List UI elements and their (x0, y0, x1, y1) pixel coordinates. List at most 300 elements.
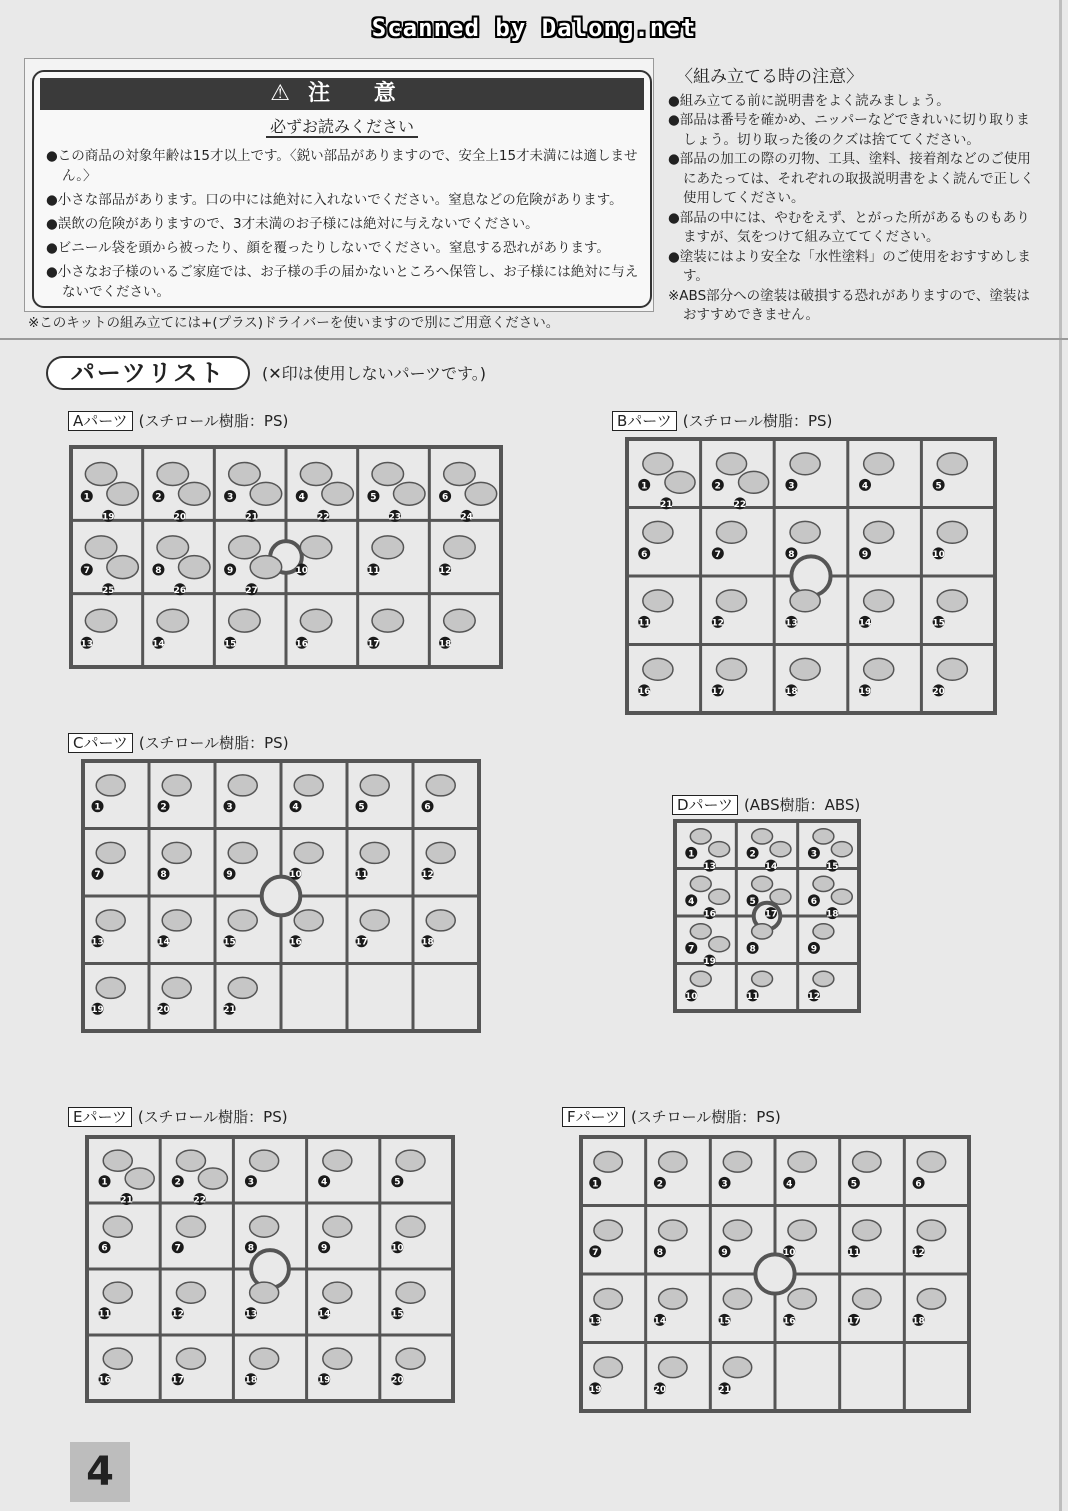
part-number: 4 (688, 896, 695, 907)
runner-part (716, 521, 746, 543)
part-number: 20 (157, 1005, 170, 1016)
runner-part (176, 1216, 205, 1237)
runner-part (176, 1348, 205, 1369)
runner-f-diagram (578, 1134, 972, 1414)
runner-part (864, 453, 894, 475)
runner-part (228, 910, 257, 931)
part-number: 19 (858, 686, 872, 697)
part-number: 11 (98, 1309, 111, 1320)
runner-part (831, 842, 852, 857)
runner-part (665, 471, 695, 493)
runner-part (394, 482, 426, 505)
assembly-item: ●部品は番号を確かめ、ニッパーなどできれいに切り取りましょう。切り取った後のクズは捨ててください。 (668, 112, 1030, 148)
caution-item: ●ビニール袋を頭から被ったり、顔を覆ったりしないでください。窒息する恐れがあります。 (46, 240, 610, 256)
part-number: 15 (932, 618, 945, 629)
part-number: 2 (160, 802, 167, 813)
part-number: 14 (764, 862, 778, 873)
runner-part (594, 1357, 622, 1378)
runner-part (917, 1288, 945, 1309)
part-number: 4 (861, 481, 869, 492)
runner-part (250, 1282, 279, 1303)
part-number: 8 (749, 944, 756, 955)
part-number: 4 (321, 1177, 328, 1188)
part-number: 12 (421, 870, 434, 881)
warning-triangle-icon: ⚠ (270, 81, 291, 106)
runner-part (770, 889, 791, 904)
runner-part (690, 924, 711, 939)
part-number: 18 (785, 686, 798, 697)
caution-item: ●誤飲の危険がありますので、3才未満のお子様には絶対に与えないでください。 (46, 216, 539, 232)
part-number: 12 (438, 565, 452, 576)
runner-part (716, 590, 746, 612)
runner-part (198, 1168, 227, 1189)
part-number: 22 (193, 1195, 206, 1206)
part-number: 7 (94, 870, 101, 881)
part-number: 9 (321, 1243, 328, 1254)
part-number: 9 (226, 870, 233, 881)
runner-part (937, 658, 967, 680)
part-number: 5 (394, 1177, 401, 1188)
part-number: 14 (157, 937, 170, 948)
runner-part (85, 609, 117, 632)
runner-part (396, 1282, 425, 1303)
part-number: 17 (355, 937, 368, 948)
runner-part (300, 463, 332, 486)
part-number: 19 (588, 1384, 602, 1395)
part-number: 1 (641, 481, 648, 492)
runner-part (465, 482, 497, 505)
part-number: 14 (152, 639, 165, 650)
runner-svg (84, 1134, 456, 1404)
runner-part (853, 1151, 881, 1172)
runner-part (162, 842, 191, 863)
part-number: 6 (441, 492, 449, 503)
runner-part (96, 775, 125, 796)
part-number: 21 (223, 1005, 236, 1016)
runner-part (790, 590, 820, 612)
runner-part (229, 463, 261, 486)
part-number: 16 (637, 686, 651, 697)
caution-item: ●この商品の対象年齢は15才以上です。〈鋭い部品がありますので、安全上15才未満には適しません。〉 (46, 148, 638, 184)
runner-part (444, 463, 476, 486)
runner-part (250, 1348, 279, 1369)
part-number: 16 (295, 639, 309, 650)
runner-label-b: Bパーツ (スチロール樹脂：PS) (612, 410, 832, 431)
runner-part (85, 463, 117, 486)
runner-part (813, 829, 834, 844)
caution-title: 注 意 (308, 81, 414, 106)
runner-part (250, 1150, 279, 1171)
runner-hub (262, 877, 301, 916)
runner-part (788, 1151, 816, 1172)
part-number: 15 (223, 639, 237, 650)
runner-part (864, 521, 894, 543)
assembly-item: ※ABS部分への塗装は破損する恐れがありますので、塗装はおすすめできません。 (668, 287, 1030, 323)
runner-part (937, 453, 967, 475)
runner-part (176, 1150, 205, 1171)
part-number: 19 (703, 957, 716, 968)
runner-part (125, 1168, 154, 1189)
runner-svg (578, 1134, 972, 1414)
runner-svg (68, 444, 504, 670)
runner-part (294, 910, 323, 931)
caution-item: ●小さな部品があります。口の中には絶対に入れないでください。窒息などの危険があります。 (46, 192, 623, 208)
runner-part (659, 1151, 687, 1172)
part-number: 10 (932, 549, 945, 560)
part-number: 10 (684, 991, 698, 1002)
part-number: 6 (101, 1243, 108, 1254)
part-number: 26 (173, 585, 187, 596)
runner-c-diagram (80, 758, 482, 1034)
runner-part (250, 556, 282, 579)
part-number: 2 (749, 849, 756, 860)
part-number: 18 (912, 1316, 925, 1327)
runner-part (96, 977, 125, 998)
runner-part (179, 482, 211, 505)
driver-note: ※このキットの組み立てには+(プラス)ドライバーを使いますので別にご用意ください。 (28, 315, 560, 331)
part-number: 13 (703, 862, 716, 873)
runner-part (157, 463, 189, 486)
part-number: 1 (83, 492, 90, 503)
runner-part (372, 536, 404, 559)
part-number: 7 (83, 565, 90, 576)
assembly-title: 〈組み立てる時の注意〉 (676, 67, 863, 87)
runner-part (790, 658, 820, 680)
runner-part (864, 590, 894, 612)
runner-e-diagram (84, 1134, 456, 1404)
part-number: 6 (810, 896, 818, 907)
part-number: 13 (80, 639, 94, 650)
runner-part (396, 1348, 425, 1369)
part-number: 1 (101, 1177, 108, 1188)
part-number: 14 (317, 1309, 331, 1320)
part-number: 16 (289, 937, 302, 948)
runner-part (790, 453, 820, 475)
part-number: 5 (358, 802, 365, 813)
runner-part (853, 1288, 881, 1309)
runner-part (770, 842, 791, 857)
runner-label-e: Eパーツ (スチロール樹脂：PS) (68, 1106, 288, 1127)
part-number: 8 (155, 565, 162, 576)
runner-d-diagram (672, 818, 862, 1014)
part-number: 1 (94, 802, 101, 813)
runner-part (659, 1288, 687, 1309)
part-number: 11 (847, 1247, 861, 1258)
part-number: 20 (653, 1384, 667, 1395)
runner-part (723, 1220, 751, 1241)
part-number: 22 (317, 512, 330, 523)
part-number: 14 (653, 1316, 667, 1327)
runner-part (643, 590, 673, 612)
runner-part (594, 1151, 622, 1172)
runner-label-f: Fパーツ (スチロール樹脂：PS) (562, 1106, 781, 1127)
part-number: 4 (786, 1179, 793, 1190)
part-number: 15 (718, 1316, 731, 1327)
scan-edge (1059, 0, 1062, 1511)
runner-part (853, 1220, 881, 1241)
part-number: 18 (421, 937, 434, 948)
part-number: 5 (370, 492, 377, 503)
part-number: 3 (810, 849, 818, 860)
part-number: 3 (226, 492, 234, 503)
runner-part (179, 556, 211, 579)
part-number: 3 (226, 802, 233, 813)
runner-part (300, 536, 332, 559)
runner-part (228, 842, 257, 863)
runner-part (716, 453, 746, 475)
part-number: 8 (160, 870, 167, 881)
part-number: 9 (810, 944, 818, 955)
part-number: 2 (174, 1177, 181, 1188)
parts-list-note: (✕印は使用しないパーツです。) (262, 364, 486, 383)
runner-hub (791, 556, 830, 595)
runner-part (739, 471, 769, 493)
runner-part (444, 536, 476, 559)
part-number: 11 (746, 991, 759, 1002)
section-divider (0, 338, 1068, 340)
part-number: 14 (858, 618, 872, 629)
part-number: 22 (733, 499, 747, 510)
part-number: 3 (788, 481, 795, 492)
runner-part (96, 842, 125, 863)
part-number: 2 (656, 1179, 664, 1190)
runner-part (723, 1288, 751, 1309)
runner-part (162, 775, 191, 796)
part-number: 10 (295, 565, 309, 576)
part-number: 9 (226, 565, 234, 576)
part-number: 7 (592, 1247, 599, 1258)
assembly-item: ●塗装にはより安全な「水性塗料」のご使用をおすすめします。 (668, 248, 1031, 284)
runner-part (444, 609, 476, 632)
runner-b-diagram (624, 436, 998, 716)
caution-item: ●小さなお子様のいるご家庭では、お子様の手の届かないところへ保管し、お子様には絶対に与えないでください。 (46, 264, 639, 300)
part-number: 12 (171, 1309, 185, 1320)
runner-label-d: Dパーツ (ABS樹脂：ABS) (672, 794, 860, 815)
runner-part (790, 521, 820, 543)
runner-part (323, 1150, 352, 1171)
assembly-item: ●部品の加工の際の刃物、工具、塗料、接着剤などのご使用にあたっては、それぞれの取扱説明書をよく読んで正しく使用してください。 (668, 151, 1034, 206)
part-number: 27 (245, 585, 258, 596)
part-number: 15 (826, 862, 839, 873)
runner-part (85, 536, 117, 559)
part-number: 10 (782, 1247, 796, 1258)
runner-part (396, 1216, 425, 1237)
part-number: 16 (98, 1375, 111, 1386)
part-number: 17 (367, 639, 380, 650)
runner-svg (672, 818, 862, 1014)
runner-part (709, 889, 730, 904)
part-number: 10 (289, 870, 302, 881)
part-number: 1 (688, 849, 695, 860)
runner-part (813, 876, 834, 891)
runner-part (323, 1282, 352, 1303)
assembly-notes (668, 68, 1040, 326)
runner-part (322, 482, 354, 505)
runner-part (864, 658, 894, 680)
part-number: 21 (660, 499, 673, 510)
runner-part (813, 924, 834, 939)
runner-svg (624, 436, 998, 716)
runner-part (813, 971, 834, 986)
runner-part (229, 609, 261, 632)
runner-part (659, 1220, 687, 1241)
part-number: 2 (155, 492, 162, 503)
part-number: 24 (460, 512, 473, 523)
runner-part (752, 924, 773, 939)
part-number: 18 (438, 639, 452, 650)
runner-part (594, 1220, 622, 1241)
runner-part (229, 536, 261, 559)
runner-part (788, 1288, 816, 1309)
runner-part (360, 910, 389, 931)
runner-part (300, 609, 332, 632)
part-number: 21 (718, 1384, 731, 1395)
runner-part (426, 910, 455, 931)
runner-part (323, 1216, 352, 1237)
part-number: 11 (355, 870, 368, 881)
part-number: 13 (244, 1309, 258, 1320)
scan-credit: Scanned by Dalong.net (371, 14, 697, 42)
part-number: 17 (847, 1316, 861, 1327)
runner-part (372, 609, 404, 632)
part-number: 15 (223, 937, 236, 948)
runner-part (752, 876, 773, 891)
runner-part (643, 658, 673, 680)
runner-part (917, 1151, 945, 1172)
part-number: 12 (711, 618, 725, 629)
runner-part (831, 889, 852, 904)
part-number: 8 (656, 1247, 664, 1258)
runner-part (103, 1348, 132, 1369)
part-number: 16 (703, 909, 716, 920)
assembly-item: ●部品の中には、やむをえず、とがった所があるものもありますが、気をつけて組み立ててください。 (668, 209, 1030, 245)
runner-part (643, 453, 673, 475)
runner-part (709, 842, 730, 857)
runner-part (360, 842, 389, 863)
page-number: 4 (70, 1442, 130, 1502)
runner-part (294, 842, 323, 863)
part-number: 5 (749, 896, 756, 907)
runner-part (157, 609, 189, 632)
part-number: 17 (171, 1375, 185, 1386)
part-number: 11 (367, 565, 380, 576)
part-number: 8 (247, 1243, 255, 1254)
runner-part (103, 1282, 132, 1303)
runner-part (107, 482, 139, 505)
part-number: 1 (592, 1179, 599, 1190)
part-number: 3 (247, 1177, 255, 1188)
runner-part (723, 1357, 751, 1378)
runner-label-a: Aパーツ (スチロール樹脂：PS) (68, 410, 288, 431)
runner-part (107, 556, 139, 579)
part-number: 9 (721, 1247, 728, 1258)
part-number: 20 (932, 686, 945, 697)
part-number: 10 (391, 1243, 404, 1254)
runner-part (360, 775, 389, 796)
assembly-item: ●組み立てる前に説明書をよく読みましょう。 (668, 92, 950, 109)
part-number: 12 (807, 991, 821, 1002)
part-number: 4 (292, 802, 299, 813)
runner-part (176, 1282, 205, 1303)
part-number: 19 (102, 512, 115, 523)
part-number: 5 (850, 1179, 858, 1190)
part-number: 18 (826, 909, 839, 920)
part-number: 17 (711, 686, 725, 697)
part-number: 7 (714, 549, 721, 560)
runner-part (228, 977, 257, 998)
part-number: 13 (588, 1316, 602, 1327)
runner-part (250, 1216, 279, 1237)
runner-part (690, 829, 711, 844)
runner-part (323, 1348, 352, 1369)
part-number: 21 (245, 512, 258, 523)
runner-part (157, 536, 189, 559)
runner-part (426, 775, 455, 796)
runner-part (228, 775, 257, 796)
part-number: 17 (764, 909, 778, 920)
part-number: 4 (298, 492, 305, 503)
part-number: 3 (721, 1179, 728, 1190)
runner-part (372, 463, 404, 486)
part-number: 19 (91, 1005, 104, 1016)
part-number: 13 (785, 618, 798, 629)
runner-part (690, 971, 711, 986)
runner-part (709, 937, 730, 952)
part-number: 15 (391, 1309, 404, 1320)
part-number: 7 (174, 1243, 181, 1254)
runner-part (752, 829, 773, 844)
part-number: 12 (912, 1247, 925, 1258)
part-number: 2 (714, 481, 721, 492)
part-number: 21 (120, 1195, 133, 1206)
caution-title-bar (40, 78, 644, 110)
caution-box (32, 70, 652, 308)
part-number: 20 (391, 1375, 404, 1386)
runner-hub (755, 1254, 794, 1293)
runner-a-diagram (68, 444, 504, 670)
part-number: 11 (637, 618, 651, 629)
runner-part (917, 1220, 945, 1241)
runner-part (937, 521, 967, 543)
runner-part (788, 1220, 816, 1241)
runner-label-c: Cパーツ (スチロール樹脂：PS) (68, 732, 289, 753)
part-number: 7 (688, 944, 695, 955)
part-number: 13 (91, 937, 104, 948)
part-number: 25 (102, 585, 115, 596)
caution-list (46, 146, 646, 306)
runner-part (752, 971, 773, 986)
runner-part (594, 1288, 622, 1309)
runner-part (643, 521, 673, 543)
part-number: 16 (782, 1316, 796, 1327)
part-number: 9 (861, 549, 869, 560)
runner-part (103, 1150, 132, 1171)
runner-svg (80, 758, 482, 1034)
part-number: 19 (317, 1375, 331, 1386)
part-number: 6 (424, 802, 431, 813)
runner-part (162, 977, 191, 998)
runner-part (250, 482, 282, 505)
part-number: 20 (173, 512, 187, 523)
part-number: 6 (641, 549, 648, 560)
runner-part (426, 842, 455, 863)
runner-part (96, 910, 125, 931)
runner-part (162, 910, 191, 931)
runner-part (294, 775, 323, 796)
runner-part (716, 658, 746, 680)
runner-part (396, 1150, 425, 1171)
part-number: 18 (244, 1375, 258, 1386)
